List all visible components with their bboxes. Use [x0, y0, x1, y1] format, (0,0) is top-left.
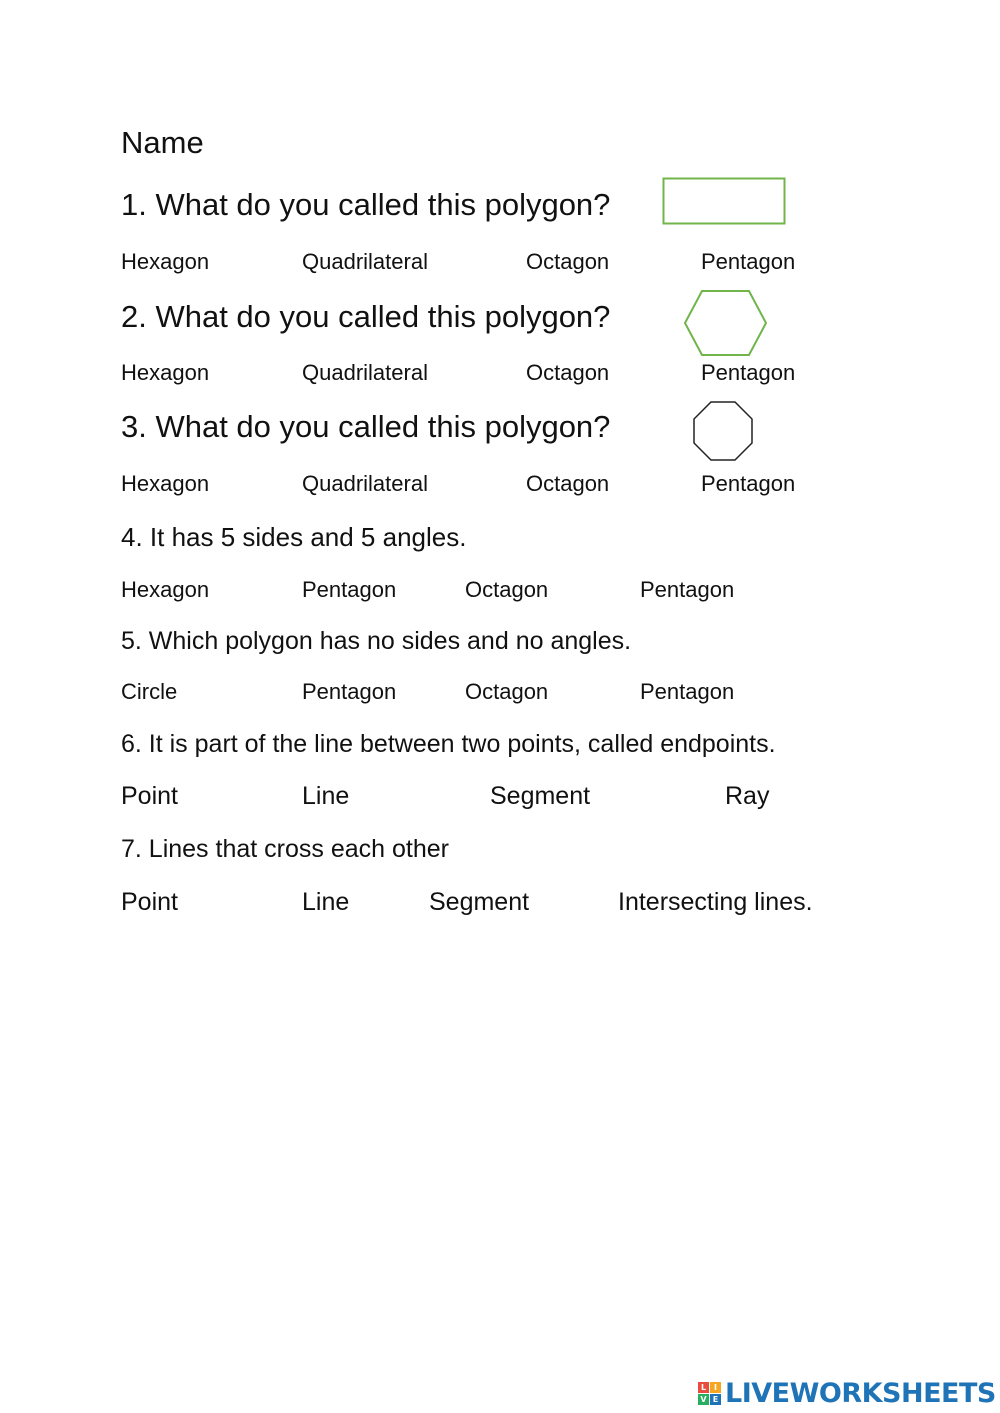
question-5-option-circle[interactable]: Circle	[121, 679, 178, 704]
logo-tile-v: V	[698, 1394, 709, 1405]
question-3-option-pentagon[interactable]: Pentagon	[701, 471, 796, 496]
question-1-option-octagon[interactable]: Octagon	[526, 249, 610, 274]
question-2-prompt: 2. What do you called this polygon?	[121, 299, 611, 334]
question-2-option-hexagon[interactable]: Hexagon	[121, 360, 210, 385]
question-3-option-octagon[interactable]: Octagon	[526, 471, 610, 496]
question-6-option-line[interactable]: Line	[302, 782, 350, 810]
logo-tile-e: E	[710, 1394, 721, 1405]
question-3-option-quadrilateral[interactable]: Quadrilateral	[302, 471, 428, 496]
question-6-prompt: 6. It is part of the line between two points, called endpoints.	[121, 730, 776, 758]
question-7-option-intersecting-lines[interactable]: Intersecting lines.	[618, 888, 813, 916]
question-5-option-pentagon[interactable]: Pentagon	[302, 679, 397, 704]
question-3-prompt: 3. What do you called this polygon?	[121, 409, 611, 444]
question-6-option-segment[interactable]: Segment	[490, 782, 591, 810]
question-7-option-line[interactable]: Line	[302, 888, 350, 916]
question-5-prompt: 5. Which polygon has no sides and no angles.	[121, 627, 632, 655]
question-4-prompt: 4. It has 5 sides and 5 angles.	[121, 522, 467, 552]
liveworksheets-logo[interactable]	[698, 1377, 996, 1409]
question-5-option-octagon[interactable]: Octagon	[465, 679, 549, 704]
question-1-prompt: 1. What do you called this polygon?	[121, 187, 611, 222]
question-4-option-pentagon[interactable]: Pentagon	[302, 577, 397, 602]
liveworksheets-logo-icon	[698, 1382, 721, 1405]
question-2-option-pentagon[interactable]: Pentagon	[701, 360, 796, 385]
question-7-prompt: 7. Lines that cross each other	[121, 835, 449, 863]
question-5-option-pentagon-2[interactable]: Pentagon	[640, 679, 735, 704]
question-2-option-octagon[interactable]: Octagon	[526, 360, 610, 385]
question-4-option-octagon[interactable]: Octagon	[465, 577, 549, 602]
logo-tile-l: L	[698, 1382, 709, 1393]
liveworksheets-brand-text: LIVEWORKSHEETS	[725, 1377, 996, 1409]
rectangle-shape-icon	[662, 177, 786, 225]
question-7-option-segment[interactable]: Segment	[429, 888, 530, 916]
question-6-option-point[interactable]: Point	[121, 782, 178, 810]
logo-tile-i: I	[710, 1382, 721, 1393]
question-6-option-ray[interactable]: Ray	[725, 782, 770, 810]
question-3-option-hexagon[interactable]: Hexagon	[121, 471, 210, 496]
question-4-option-hexagon[interactable]: Hexagon	[121, 577, 210, 602]
name-label: Name	[121, 125, 204, 160]
question-4-option-pentagon-2[interactable]: Pentagon	[640, 577, 735, 602]
question-2-option-quadrilateral[interactable]: Quadrilateral	[302, 360, 428, 385]
question-7-option-point[interactable]: Point	[121, 888, 178, 916]
question-1-option-hexagon[interactable]: Hexagon	[121, 249, 210, 274]
question-1-option-pentagon[interactable]: Pentagon	[701, 249, 796, 274]
octagon-shape-icon	[692, 400, 754, 462]
question-1-option-quadrilateral[interactable]: Quadrilateral	[302, 249, 428, 274]
hexagon-shape-icon	[682, 288, 770, 358]
